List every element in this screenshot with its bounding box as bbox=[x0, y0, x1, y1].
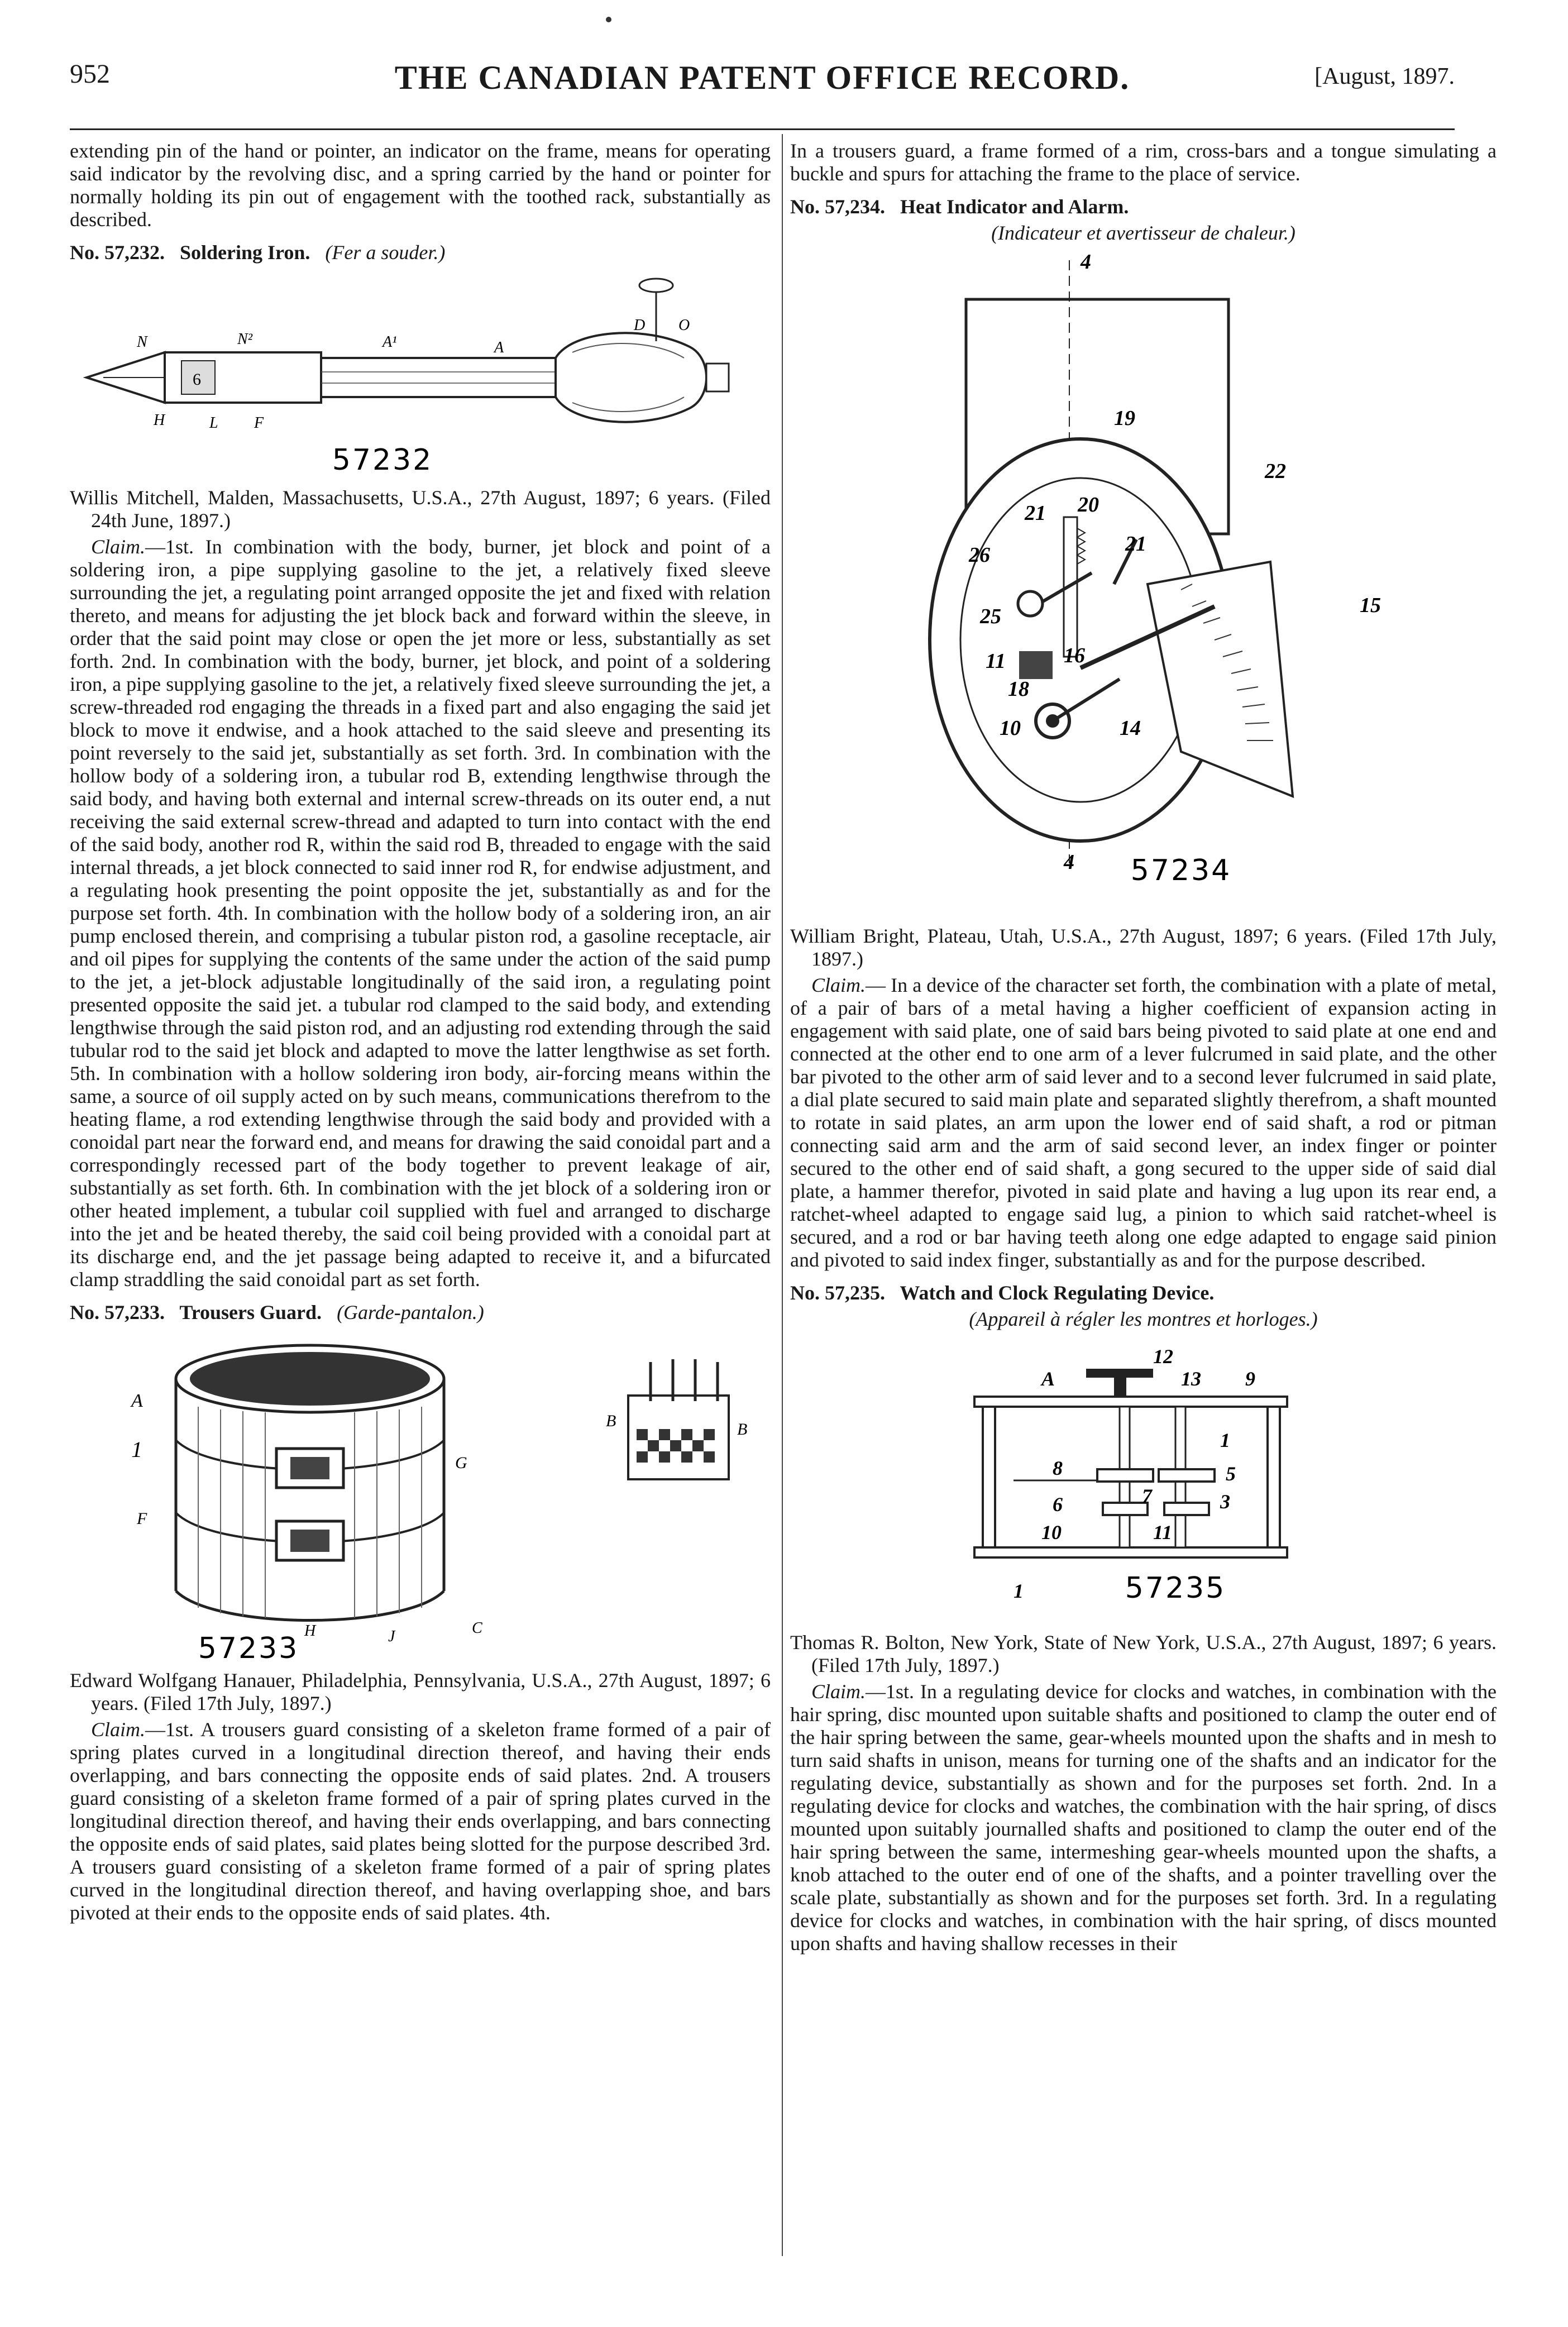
patent-title: Heat Indicator and Alarm. bbox=[900, 195, 1129, 218]
fig-label-h: H bbox=[304, 1622, 316, 1640]
print-speck bbox=[606, 17, 611, 22]
patent-heading-57233 bbox=[70, 1301, 771, 1324]
patent-title-french: (Garde-pantalon.) bbox=[337, 1301, 484, 1323]
fig-label-d: D bbox=[634, 317, 646, 334]
fig-label-7: 7 bbox=[1142, 1485, 1152, 1507]
fig-label-f: F bbox=[137, 1509, 147, 1528]
patent-heading-57235 bbox=[790, 1282, 1497, 1305]
fig-label-15: 15 bbox=[1360, 594, 1381, 617]
claim-57234 bbox=[790, 974, 1497, 1272]
fig-label-6: 6 bbox=[1053, 1493, 1063, 1516]
fig-label-16: 16 bbox=[1064, 644, 1085, 667]
fig-label-a1: A¹ bbox=[383, 333, 397, 351]
patent-title: Soldering Iron. bbox=[180, 241, 310, 264]
fig-label-5: 5 bbox=[1226, 1463, 1236, 1485]
claim-57233 bbox=[70, 1718, 771, 1924]
claim-label: Claim. bbox=[811, 1680, 866, 1703]
figure-number: 57235 bbox=[1125, 1571, 1226, 1605]
claim-text: — In a device of the character set forth, the combination with a plate of metal, of a pair of bars of a metal having a higher coefficient of expansion acting in engagement with said plate, one of said bars being pivoted to said plate at one end and connected at the other end to one arm of a lever fulcrumed in said plate, and the other bar pivoted to the other arm of said lever and to a second lever fulcrumed in said plate, a dial plate secured to said main plate and separated slightly therefrom, a shaft mounted to rotate in said plates, an arm upon the lower end of said shaft, a rod or pitman connecting said arm and the arm of said second lever, an index finger or pointer secured to the other end of said shaft, a gong secured to the upper side of said dial plate, a hammer therefor, pivoted in said plate and having a lug upon its rear end, a ratchet-wheel adapted to engage said lug, a pinion to which said ratchet-wheel is secured, and a rod or bar having teeth along one edge adapted to engage said pinion and pivoted to said index finger, substantially as and for the purpose described. bbox=[790, 974, 1497, 1271]
header-rule bbox=[70, 128, 1455, 130]
claim-label: Claim. bbox=[91, 1718, 146, 1741]
page-header bbox=[70, 59, 1455, 109]
fig-label-f: F bbox=[254, 414, 264, 432]
fig-label-21a: 21 bbox=[1025, 501, 1046, 525]
patent-number: No. 57,233. bbox=[70, 1301, 165, 1323]
fig-label-1-upper: 1 bbox=[1220, 1429, 1230, 1451]
claim-text: —1st. A trousers guard consisting of a skeleton frame formed of a pair of spring plates curved in a longitudinal direction thereof, and having their ends overlapping, and bars connecting the opposite ends of said plates. 2nd. A trousers guard consisting of a skeleton frame formed of a pair of spring plates curved in the longitudinal direction thereof, and having their ends overlapping, and bars connecting the opposite ends of said plates, said plates being slotted for the purpose described 3rd. A trousers guard consisting of a skeleton frame formed of a pair of spring plates curved in the longitudinal direction thereof, and having overlapping shoe, and bars pivoted at their ends to the opposite ends of said plates. 4th. bbox=[70, 1718, 771, 1924]
patent-title: Watch and Clock Regulating Device. bbox=[900, 1282, 1215, 1304]
patent-heading-57232 bbox=[70, 241, 771, 264]
continuation-text: extending pin of the hand or pointer, an indicator on the frame, means for operating said indicator by the revolving disc, and a spring carried by the hand or pointer for normally holding its pin out of engagement with the toothed rack, substantially as described. bbox=[70, 140, 771, 231]
figure-57234 bbox=[790, 249, 1497, 919]
fig-label-g: G bbox=[455, 1454, 467, 1472]
fig-label-21b: 21 bbox=[1125, 532, 1146, 556]
fig-label-22: 22 bbox=[1265, 460, 1286, 483]
fig-label-n2: N² bbox=[237, 331, 253, 348]
left-column bbox=[70, 140, 771, 1928]
patent-number: No. 57,235. bbox=[790, 1282, 885, 1304]
figure-number: 57233 bbox=[198, 1632, 299, 1664]
fig-label-8: 8 bbox=[1053, 1457, 1063, 1479]
heat-indicator-drawing bbox=[790, 249, 1497, 919]
figure-number: 57232 bbox=[332, 443, 433, 477]
fig-label-11: 11 bbox=[1153, 1521, 1173, 1544]
fig-label-c: C bbox=[472, 1619, 482, 1637]
fig-label-18: 18 bbox=[1008, 677, 1029, 701]
fig-label-h: H bbox=[154, 412, 165, 429]
fig-label-3: 3 bbox=[1220, 1490, 1230, 1513]
applicant-57235: Thomas R. Bolton, New York, State of New York, U.S.A., 27th August, 1897; 6 years. (Filed 17th July, 1897.) bbox=[790, 1631, 1497, 1676]
fig-label-14: 14 bbox=[1120, 716, 1141, 740]
claim-label: Claim. bbox=[811, 974, 866, 996]
fig-label-10: 10 bbox=[1000, 716, 1021, 740]
fig-label-o: O bbox=[678, 317, 690, 334]
publication-title: THE CANADIAN PATENT OFFICE RECORD. bbox=[394, 59, 1130, 96]
soldering-iron-drawing bbox=[70, 269, 771, 481]
fig-label-13: 13 bbox=[1181, 1368, 1201, 1390]
fig-label-a: A bbox=[131, 1391, 143, 1411]
patent-number: No. 57,232. bbox=[70, 241, 165, 264]
claim-57232 bbox=[70, 536, 771, 1291]
fig-label-20: 20 bbox=[1078, 493, 1099, 517]
page-number: 952 bbox=[70, 59, 110, 89]
column-divider bbox=[782, 134, 783, 2256]
fig-label-n: N bbox=[137, 333, 147, 351]
fig-label-a: A bbox=[1041, 1368, 1055, 1390]
fig-label-b: B bbox=[606, 1412, 616, 1430]
claim-text: —1st. In a regulating device for clocks and watches, in combination with the hair spring, disc mounted upon suitable shafts and positioned to clamp the outer end of the hair spring between the same, gear-wheels mounted upon the shafts and in mesh to turn said shafts in unison, means for turning one of the shafts and an indicator for the regulating device, substantially as shown and for the purposes set forth. 2nd. In a regulating device for clocks and watches, the combination with the hair spring, of discs mounted upon suitably journalled shafts and positioned to clamp the outer end of the hair spring between the same, intermeshing gear-wheels mounted upon the shafts, a knob attached to the outer end of one of the shafts, and a pointer travelling over the scale plate, substantially as shown and for the purposes set forth. 3rd. In a regulating device for clocks and watches, in combination with the hair spring, of discs mounted upon shafts and having shallow recesses in their bbox=[790, 1680, 1497, 1955]
claim-text: —1st. In combination with the body, burner, jet block and point of a soldering iron, a pipe supplying gasoline to the jet, a relatively fixed sleeve surrounding the jet, a regulating point arranged opposite the jet and fixed with relation thereto, and means for adjusting the jet block back and forward within the sleeve, in order that the said point may close or open the jet more or less, substantially as set forth. 2nd. In combination with the body, burner, jet block, and point of a soldering iron, a pipe supplying gasoline to the jet, a relatively fixed sleeve surrounding the jet, a screw-threaded rod engaging the threads in a fixed part and also engaging the said jet block to move it endwise, and a hook attached to the said sleeve and presenting its point reversely to the said jet, substantially as set forth. 3rd. In combination with the hollow body of a soldering iron, a tubular rod B, extending lengthwise through the said body, and having both external and internal screw-threads on its outer end, a nut receiving the said external screw-thread and adapted to turn into contact with the end of the said body, another rod R, within the said rod B, threaded to engage with the said internal threads, a jet block connected to said inner rod R, for endwise adjustment, and a regulating hook presenting the point opposite the jet, substantially as and for the purpose set forth. 4th. In combination with the hollow body of a soldering iron, an air pump enclosed therein, and comprising a tubular piston rod, a gasoline receptacle, air and oil pipes for supplying the contents of the same under the action of the said pump to the jet, a jet-block adjustable longitudinally of the said iron, a regulating point presented opposite the said jet. a tubular rod clamped to the said body, and extending lengthwise through the said piston rod, and an adjusting rod extending through the said tubular rod to the said jet block and adapted to move the latter lengthwise as set forth. 5th. In combination with a hollow soldering iron body, air-forcing means within the same, a source of oil supply acted on by such means, communications therefrom to the heating flame, a rod extending lengthwise through the said body and provided with a conoidal part near the forward end, and means for drawing the said conoidal part and a correspondingly recessed part of the body together to prevent leakage of air, substantially as set forth. 6th. In combination with the jet block of a soldering iron or other heated implement, a tubular coil supplied with fuel and arranged to discharge into the jet and be heated thereby, the said coil being provided with a conoidal part at its discharge end, and the jet passage being adapted to receive it, and a bifurcated clamp straddling the said conoidal part as set forth. bbox=[70, 536, 771, 1291]
trousers-guard-drawing bbox=[70, 1329, 771, 1664]
patent-heading-57234 bbox=[790, 195, 1497, 218]
figure-57235 bbox=[790, 1335, 1497, 1626]
watch-regulator-drawing bbox=[790, 1335, 1497, 1626]
fig-label-9: 9 bbox=[1245, 1368, 1255, 1390]
fig-label-4-bottom: 4 bbox=[1064, 850, 1074, 874]
applicant-57233: Edward Wolfgang Hanauer, Philadelphia, Pennsylvania, U.S.A., 27th August, 1897; 6 years. (Filed 17th July, 1897.) bbox=[70, 1669, 771, 1714]
fig-label-a: A bbox=[494, 339, 504, 356]
applicant-57232: Willis Mitchell, Malden, Massachusetts, U.S.A., 27th August, 1897; 6 years. (Filed 24th June, 1897.) bbox=[70, 486, 771, 532]
fig-label-26: 26 bbox=[969, 543, 990, 567]
patent-title-french: (Fer a souder.) bbox=[325, 241, 446, 264]
fig-label-1-lower: 1 bbox=[1014, 1580, 1024, 1602]
figure-number: 57234 bbox=[1130, 854, 1232, 887]
figure-57233 bbox=[70, 1329, 771, 1664]
fig-label-1: 1 bbox=[131, 1437, 142, 1462]
fig-label-l: L bbox=[209, 414, 218, 432]
patent-number: No. 57,234. bbox=[790, 195, 885, 218]
fig-label-25: 25 bbox=[980, 605, 1001, 628]
fig-label-11: 11 bbox=[986, 649, 1006, 673]
fig-label-19: 19 bbox=[1114, 407, 1135, 430]
fig-label-12: 12 bbox=[1153, 1345, 1173, 1368]
fig-label-10: 10 bbox=[1041, 1521, 1062, 1544]
fig-label-6: 6 bbox=[193, 370, 201, 389]
issue-date: [August, 1897. bbox=[1314, 64, 1455, 89]
patent-title-french: (Appareil à régler les montres et horloges.) bbox=[969, 1308, 1318, 1330]
claim-57235 bbox=[790, 1680, 1497, 1955]
applicant-57234: William Bright, Plateau, Utah, U.S.A., 27th August, 1897; 6 years. (Filed 17th July, 1897.) bbox=[790, 925, 1497, 970]
claim-label: Claim. bbox=[91, 536, 146, 558]
right-column bbox=[790, 140, 1497, 1958]
fig-label-4-top: 4 bbox=[1081, 250, 1091, 274]
patent-title-french: (Indicateur et avertisseur de chaleur.) bbox=[991, 222, 1295, 244]
fig-label-b2: B bbox=[737, 1420, 748, 1439]
continuation-text: In a trousers guard, a frame formed of a rim, cross-bars and a tongue simulating a buckle and spurs for attaching the frame to the place of service. bbox=[790, 140, 1497, 185]
fig-label-j: J bbox=[388, 1628, 395, 1645]
figure-57232 bbox=[70, 269, 771, 481]
patent-title: Trousers Guard. bbox=[179, 1301, 322, 1323]
